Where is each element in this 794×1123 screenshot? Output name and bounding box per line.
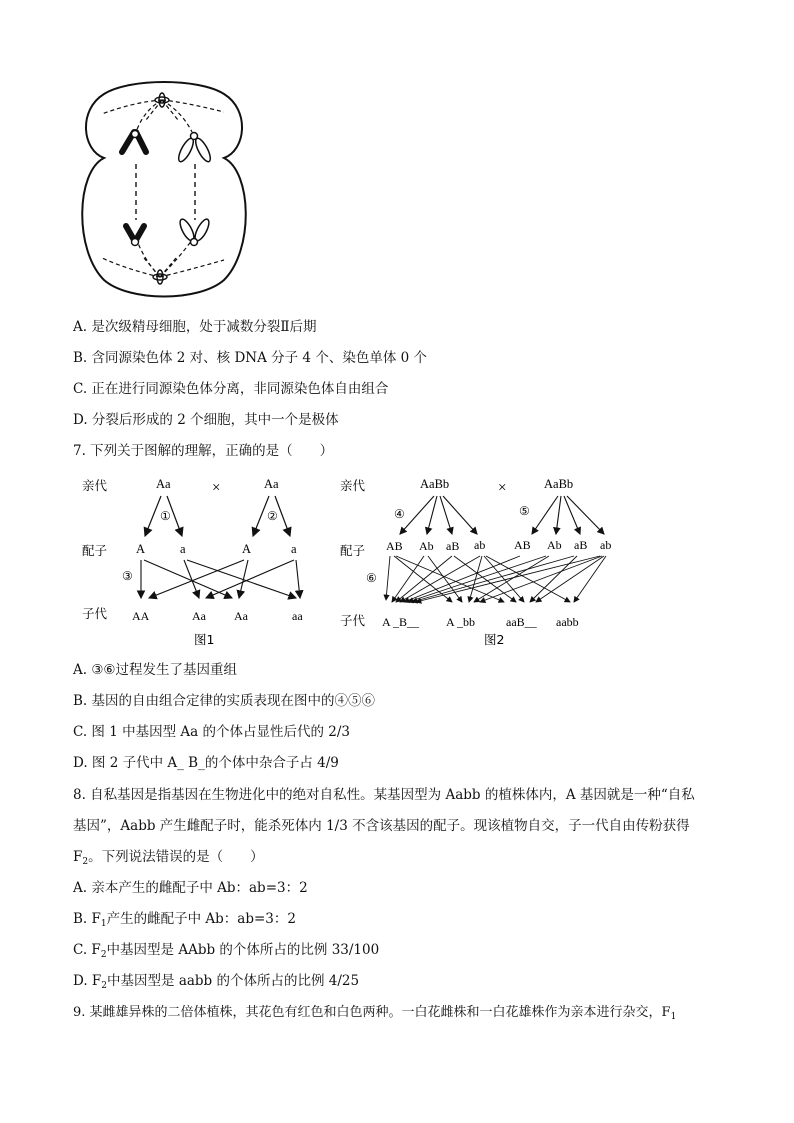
fig2-gamete-1-AB: AB bbox=[386, 539, 403, 553]
fig1-gamete-a2: a bbox=[291, 542, 297, 556]
fig2-offspring-A_B_: A _B__ bbox=[382, 615, 420, 629]
fig2-offspring-aabb: aabb bbox=[556, 615, 579, 629]
spindle-bottom bbox=[102, 238, 224, 277]
option-q7-b: B. 基因的自由组合定律的实质表现在图中的④⑤⑥ bbox=[73, 693, 376, 709]
question-8-line-1: 8. 自私基因是指基因在生物进化中的绝对自私性。某基因型为 Aabb 的植株体内，A 基因就是一种“自私 bbox=[73, 787, 695, 803]
spindle-top bbox=[102, 100, 224, 132]
fig2-parent-label: 亲代 bbox=[340, 478, 366, 493]
option-q7-c: C. 图 1 中基因型 Aa 的个体占显性后代的 2/3 bbox=[73, 724, 351, 740]
fig1-gamete-A1: A bbox=[136, 542, 146, 556]
fig1-caption: 图1 bbox=[194, 632, 215, 647]
option-q7-a: A. ③⑥过程发生了基因重组 bbox=[73, 662, 238, 678]
fig2-caption: 图2 bbox=[484, 632, 505, 647]
fig1-offspring-AA: AA bbox=[132, 609, 150, 623]
option-q8-c: C. $F_2$中基因型是 AAbb 的个体所占的比例 33/100 bbox=[73, 942, 380, 960]
fig2-gamete-2-Ab: Ab bbox=[547, 538, 562, 552]
fig1-step-3: ③ bbox=[122, 569, 133, 583]
fig1-gamete-a1: a bbox=[180, 542, 186, 556]
option-q6-c: C. 正在进行同源染色体分离，非同源染色体自由组合 bbox=[73, 381, 389, 397]
question-9-line-1: 9. 某雌雄异株的二倍体植株，其花色有红色和白色两种。一白花雌株和一白花雄株作为亲本进行杂交，$F_1$ bbox=[73, 1005, 677, 1022]
fig2-gamete-label: 配子 bbox=[340, 543, 366, 558]
fig1-offspring-Aa1: Aa bbox=[192, 609, 206, 623]
cell-division-figure bbox=[74, 80, 254, 300]
option-q8-b: B. $F_1$产生的雌配子中 Ab：ab=3：2 bbox=[73, 911, 296, 929]
fig1-offspring-label: 子代 bbox=[82, 606, 108, 621]
fig2-cross: × bbox=[498, 480, 507, 496]
fig2-gamete-1-ab: ab bbox=[474, 538, 486, 552]
fig1-gamete-A2: A bbox=[242, 542, 252, 556]
chromosome-dark-bottom bbox=[126, 226, 144, 246]
fig2-gamete-2-ab: ab bbox=[600, 538, 612, 552]
option-q6-b: B. 含同源染色体 2 对、核 DNA 分子 4 个、染色单体 0 个 bbox=[73, 350, 427, 366]
fig1-offspring-Aa2: Aa bbox=[234, 609, 248, 623]
option-q6-d: D. 分裂后形成的 2 个细胞，其中一个是极体 bbox=[73, 412, 339, 428]
fig2-offspring-A_bb: A _bb bbox=[446, 615, 476, 629]
question-8-line-3: $F_2$。下列说法错误的是（ ） bbox=[73, 849, 264, 867]
chromosome-dark-top bbox=[122, 131, 146, 153]
question-7-stem: 7. 下列关于图解的理解，正确的是（ ） bbox=[73, 443, 334, 459]
chromosome-light-bottom bbox=[177, 217, 211, 245]
fig1-cross: × bbox=[212, 480, 221, 496]
fig1-parent-label: 亲代 bbox=[82, 478, 108, 493]
fig2-gamete-1-aB: aB bbox=[446, 539, 460, 553]
question-8-line-2: 基因”，Aabb 产生雌配子时，能杀死体内 1/3 不含该基因的配子。现该植物自交，子一代自由传粉获得 bbox=[73, 818, 690, 834]
fig1-step-1: ① bbox=[160, 509, 171, 523]
fig2-step-5: ⑤ bbox=[519, 504, 530, 518]
option-q7-d: D. 图 2 子代中 A_ B_的个体中杂合子占 4/9 bbox=[73, 755, 339, 771]
fig2-gamete-1-Ab: Ab bbox=[419, 539, 434, 553]
fig2-gamete-2-AB: AB bbox=[514, 538, 531, 552]
fig1-offspring-aa: aa bbox=[292, 609, 303, 623]
fig2-parent-1: AaBb bbox=[420, 477, 450, 491]
fig1-step-2: ② bbox=[267, 509, 278, 523]
fig2-step-4: ④ bbox=[394, 507, 405, 521]
fig1-gamete-label: 配子 bbox=[82, 543, 108, 558]
fig2-parent-2: AaBb bbox=[544, 477, 574, 491]
genetics-figure-1 bbox=[74, 470, 334, 650]
option-q6-a: A. 是次级精母细胞，处于减数分裂Ⅱ后期 bbox=[73, 319, 317, 335]
fig2-offspring-aaB_: aaB__ bbox=[506, 615, 537, 629]
fig2-offspring-label: 子代 bbox=[340, 613, 366, 628]
fig1-parent-1: Aa bbox=[156, 477, 171, 491]
option-q8-a: A. 亲本产生的雌配子中 Ab：ab=3：2 bbox=[73, 880, 308, 896]
fig1-parent-2: Aa bbox=[264, 477, 279, 491]
option-q8-d: D. $F_2$中基因型是 aabb 的个体所占的比例 4/25 bbox=[73, 973, 360, 991]
chromosome-light-top bbox=[176, 133, 213, 164]
fig2-step-6: ⑥ bbox=[366, 571, 377, 585]
cell-membrane bbox=[82, 82, 246, 297]
genetics-figure-2 bbox=[334, 470, 634, 650]
fig2-gamete-2-aB: aB bbox=[574, 538, 588, 552]
